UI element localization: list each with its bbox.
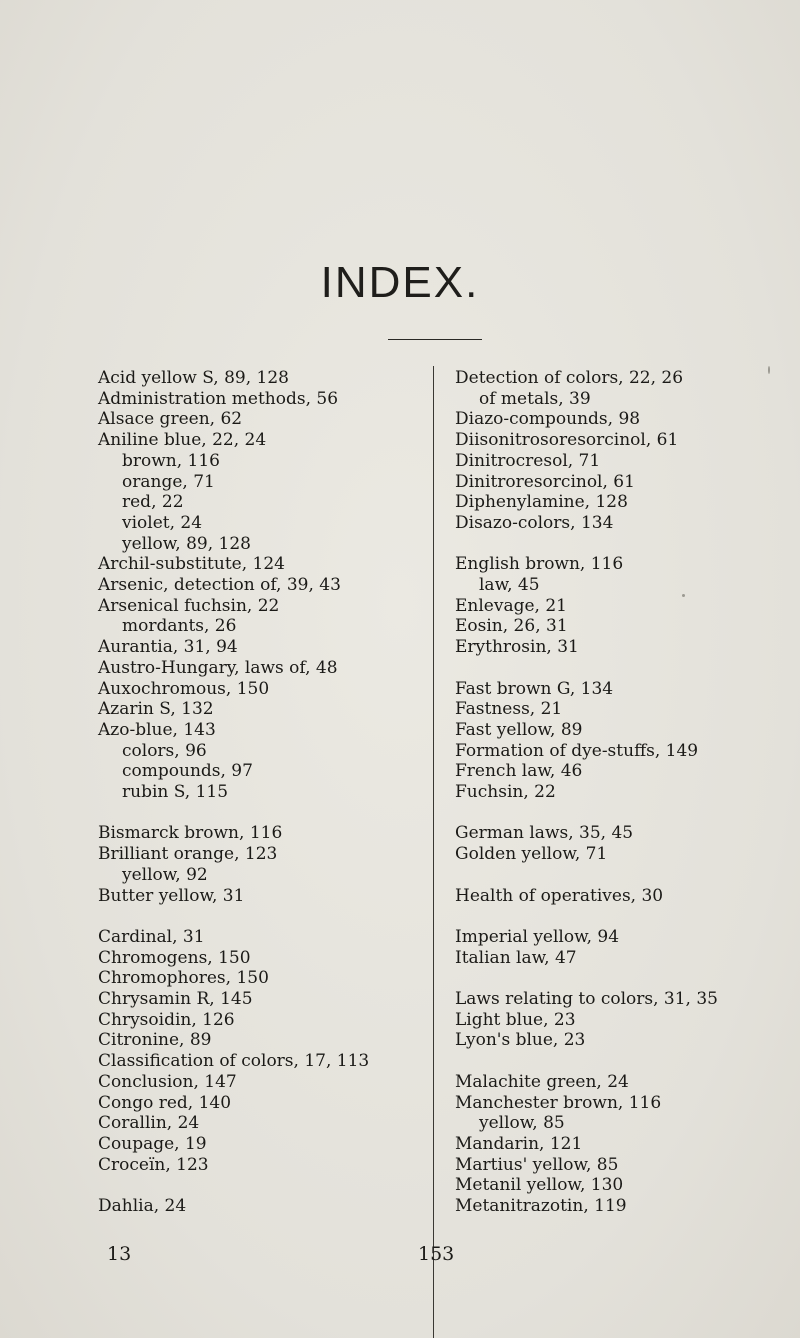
- index-entry: French law, 46: [455, 761, 583, 782]
- index-entry: Health of operatives, 30: [455, 885, 664, 906]
- page-title: INDEX.: [320, 258, 480, 307]
- index-letter-group: [98, 1196, 428, 1217]
- index-subentry: red, 22: [122, 492, 184, 513]
- index-entry: Azarin S, 132: [98, 699, 214, 720]
- index-entry: English brown, 116: [455, 554, 624, 575]
- index-entry: Eosin, 26, 31: [455, 616, 568, 637]
- index-subentry: compounds, 97: [122, 761, 253, 782]
- paper-speck: [682, 594, 685, 597]
- index-letter-group: [455, 1072, 795, 1217]
- index-entry: Coupage, 19: [98, 1133, 207, 1154]
- index-entry: Formation of dye-stuffs, 149: [455, 740, 699, 761]
- title-rule: [388, 339, 482, 340]
- index-entry: Mandarin, 121: [455, 1133, 583, 1154]
- index-entry: Erythrosin, 31: [455, 637, 579, 658]
- index-entry: Acid yellow S, 89, 128: [98, 368, 289, 388]
- index-entry: Austro-Hungary, laws of, 48: [98, 657, 338, 678]
- index-entry: Conclusion, 147: [98, 1071, 237, 1092]
- index-subentry: of metals, 39: [479, 388, 591, 409]
- index-subentry: yellow, 85: [479, 1113, 565, 1134]
- index-subentry: brown, 116: [122, 450, 220, 471]
- index-entry: Disazo-colors, 134: [455, 512, 614, 533]
- index-entry: Italian law, 47: [455, 947, 577, 968]
- index-letter-group: [455, 989, 795, 1051]
- index-entry: Golden yellow, 71: [455, 844, 608, 865]
- index-entry: Diphenylamine, 128: [455, 492, 628, 513]
- index-entry: Chrysoidin, 126: [98, 1009, 235, 1030]
- index-entry: Diisonitrosoresorcinol, 61: [455, 430, 679, 451]
- index-subentry: violet, 24: [122, 512, 203, 533]
- index-entry: Metanitrazotin, 119: [455, 1196, 627, 1217]
- index-column-left: [98, 368, 428, 1237]
- index-entry: Laws relating to colors, 31, 35: [455, 989, 718, 1009]
- index-entry: German laws, 35, 45: [455, 823, 634, 844]
- index-entry: Dahlia, 24: [98, 1196, 187, 1217]
- index-entry: Archil-substitute, 124: [98, 554, 285, 575]
- index-entry: Bismarck brown, 116: [98, 823, 283, 844]
- index-entry: Dinitrocresol, 71: [455, 450, 601, 471]
- index-subentry: orange, 71: [122, 471, 215, 492]
- index-entry: Aurantia, 31, 94: [98, 637, 238, 658]
- index-entry: Arsenical fuchsin, 22: [98, 595, 280, 616]
- index-entry: Administration methods, 56: [98, 388, 339, 409]
- index-entry: Brilliant orange, 123: [98, 844, 278, 865]
- index-letter-group: [455, 886, 795, 907]
- index-entry: Fastness, 21: [455, 699, 563, 720]
- index-subentry: rubin S, 115: [122, 782, 229, 803]
- index-entry: Imperial yellow, 94: [455, 926, 620, 947]
- page-number-right: 153: [418, 1243, 455, 1265]
- index-subentry: law, 45: [479, 575, 540, 596]
- index-subentry: mordants, 26: [122, 616, 237, 637]
- index-subentry: yellow, 92: [122, 864, 208, 885]
- index-entry: Chrysamin R, 145: [98, 989, 253, 1010]
- index-entry: Martius' yellow, 85: [455, 1154, 619, 1175]
- index-entry: Classification of colors, 17, 113: [98, 1051, 370, 1072]
- index-entry: Enlevage, 21: [455, 595, 567, 616]
- index-letter-group: [455, 554, 795, 658]
- index-entry: Manchester brown, 116: [455, 1092, 662, 1113]
- index-entry: Lyon's blue, 23: [455, 1030, 586, 1051]
- index-entry: Chromophores, 150: [98, 968, 269, 989]
- index-letter-group: [98, 927, 428, 1175]
- index-entry: Croceïn, 123: [98, 1154, 209, 1175]
- index-entry: Fast brown G, 134: [455, 678, 614, 699]
- index-entry: Auxochromous, 150: [98, 678, 270, 699]
- index-entry: Citronine, 89: [98, 1030, 212, 1051]
- page-number-left: 13: [107, 1243, 132, 1265]
- index-entry: Cardinal, 31: [98, 926, 205, 947]
- index-entry: Fast yellow, 89: [455, 719, 583, 740]
- index-subentry: yellow, 89, 128: [122, 533, 252, 554]
- index-entry: Aniline blue, 22, 24: [98, 430, 267, 451]
- index-entry: Detection of colors, 22, 26: [455, 368, 684, 388]
- index-letter-group: [98, 823, 428, 906]
- index-entry: Malachite green, 24: [455, 1071, 629, 1092]
- index-column-right: [455, 368, 795, 1237]
- paper-speck: [768, 366, 770, 374]
- index-entry: Dinitroresorcinol, 61: [455, 471, 635, 492]
- index-entry: Light blue, 23: [455, 1009, 576, 1030]
- index-letter-group: [455, 927, 795, 968]
- index-letter-group: [455, 823, 795, 864]
- index-letter-group: [455, 368, 795, 534]
- index-entry: Chromogens, 150: [98, 947, 251, 968]
- index-entry: Corallin, 24: [98, 1113, 200, 1134]
- index-entry: Fuchsin, 22: [455, 782, 556, 803]
- index-entry: Azo-blue, 143: [98, 719, 216, 740]
- index-entry: Congo red, 140: [98, 1092, 232, 1113]
- index-entry: Metanil yellow, 130: [455, 1175, 624, 1196]
- column-divider: [433, 366, 434, 1338]
- index-letter-group: [98, 368, 428, 803]
- index-subentry: colors, 96: [122, 740, 207, 761]
- index-entry: Arsenic, detection of, 39, 43: [98, 575, 341, 596]
- index-letter-group: [455, 679, 795, 803]
- index-entry: Butter yellow, 31: [98, 885, 245, 906]
- index-entry: Diazo-compounds, 98: [455, 409, 641, 430]
- index-entry: Alsace green, 62: [98, 409, 243, 430]
